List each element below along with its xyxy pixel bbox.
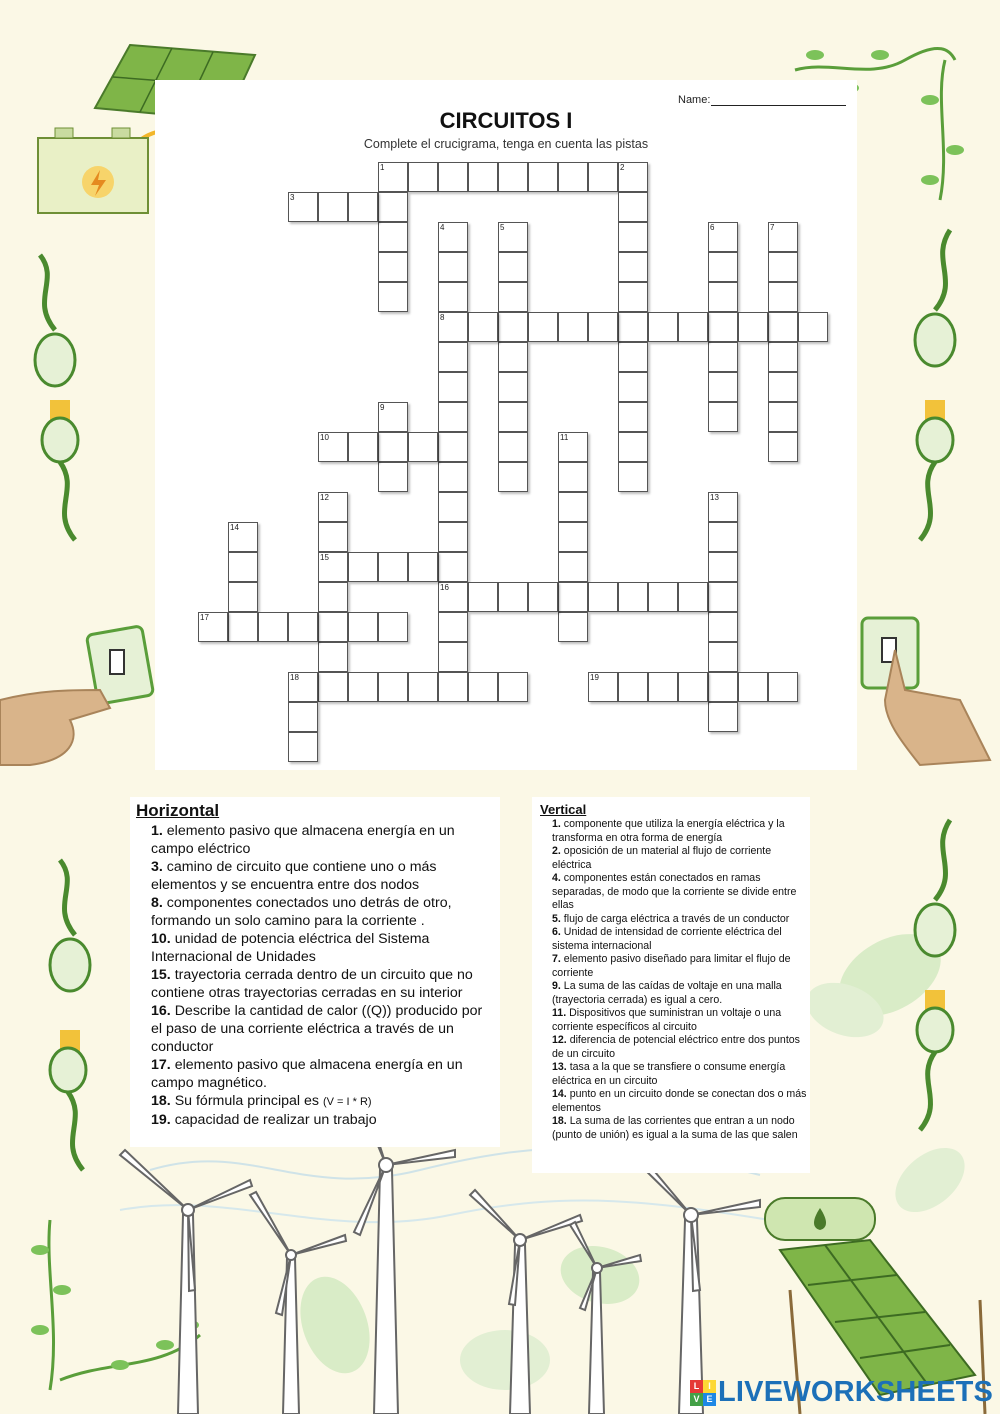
crossword-cell[interactable] (618, 282, 648, 312)
crossword-cell[interactable] (438, 432, 468, 462)
crossword-cell[interactable] (498, 282, 528, 312)
crossword-cell[interactable] (468, 582, 498, 612)
crossword-cell[interactable] (228, 582, 258, 612)
crossword-cell[interactable] (528, 312, 558, 342)
crossword-cell[interactable] (618, 312, 648, 342)
crossword-cell[interactable] (438, 342, 468, 372)
crossword-cell[interactable] (468, 312, 498, 342)
crossword-cell[interactable] (708, 582, 738, 612)
crossword-cell[interactable] (498, 582, 528, 612)
clue-vertical-5: 5. flujo de carga eléctrica a través de un conductor (552, 912, 790, 925)
crossword-cell[interactable] (378, 252, 408, 282)
crossword-cell[interactable] (738, 672, 768, 702)
crossword-cell[interactable] (618, 672, 648, 702)
crossword-cell[interactable] (378, 462, 408, 492)
crossword-cell[interactable] (558, 522, 588, 552)
crossword-cell[interactable] (318, 612, 348, 642)
crossword-cell[interactable] (588, 162, 618, 192)
crossword-cell[interactable] (438, 672, 468, 702)
clue-number-label: 18 (290, 673, 299, 682)
crossword-cell[interactable] (768, 342, 798, 372)
crossword-cell[interactable] (408, 162, 438, 192)
crossword-cell[interactable] (618, 342, 648, 372)
crossword-cell[interactable] (498, 462, 528, 492)
clue-vertical-4: 4. componentes están conectados en ramas separadas, de modo que la corriente se divide entre ellas (552, 872, 797, 911)
crossword-cell[interactable] (558, 312, 588, 342)
crossword-cell[interactable] (708, 312, 738, 342)
vertical-clue-list (532, 818, 810, 1142)
crossword-cell[interactable] (618, 582, 648, 612)
leaf-icon (288, 1267, 382, 1383)
clue-number-label: 14 (230, 523, 239, 532)
clue-vertical-1: 1. componente que utiliza la energía eléctrica y la transforma en otra forma de energía (552, 818, 785, 844)
worksheet-subtitle: Complete el crucigrama, tenga en cuenta las pistas (363, 137, 649, 151)
clue-horizontal-16: 16. Describe la cantidad de calor ((Q)) producido por el paso de una corriente eléctrica a través de un conductor (151, 1003, 483, 1055)
clue-horizontal-19: 19. capacidad de realizar un trabajo (151, 1112, 377, 1128)
clue-vertical-2: 2. oposición de un material al flujo de corriente eléctrica (552, 845, 772, 871)
crossword-cell[interactable] (318, 192, 348, 222)
crossword-cell[interactable] (618, 462, 648, 492)
crossword-cell[interactable] (318, 642, 348, 672)
clue-number-label: 13 (710, 493, 719, 502)
crossword-cell[interactable] (618, 222, 648, 252)
crossword-cell[interactable] (348, 672, 378, 702)
crossword-cell[interactable] (708, 372, 738, 402)
hand-icon (0, 690, 110, 765)
crossword-cell[interactable] (378, 552, 408, 582)
crossword-cell[interactable] (588, 582, 618, 612)
liveworksheets-logo-icon (690, 1380, 716, 1406)
crossword-cell[interactable] (768, 672, 798, 702)
crossword-cell[interactable] (438, 462, 468, 492)
crossword-cell[interactable] (438, 372, 468, 402)
vertical-heading: Vertical (540, 802, 587, 817)
crossword-cell[interactable] (558, 612, 588, 642)
crossword-cell[interactable] (498, 162, 528, 192)
crossword-cell[interactable] (498, 312, 528, 342)
horizontal-heading: Horizontal (136, 801, 220, 820)
clue-vertical-12: 12. diferencia de potencial eléctrico entre dos puntos de un circuito (552, 1034, 800, 1060)
plug-icon (50, 860, 90, 1170)
clue-horizontal-1: 1. elemento pasivo que almacena energía en un campo eléctrico (151, 823, 455, 857)
crossword-cell[interactable] (528, 162, 558, 192)
crossword-cell[interactable] (678, 312, 708, 342)
clue-number-label: 15 (320, 553, 329, 562)
crossword-cell[interactable] (708, 342, 738, 372)
crossword-grid (155, 80, 857, 770)
crossword-cell[interactable] (708, 252, 738, 282)
crossword-cell[interactable] (348, 192, 378, 222)
crossword-cell[interactable] (438, 402, 468, 432)
clue-number-label: 2 (620, 163, 625, 172)
crossword-cell[interactable] (618, 372, 648, 402)
logo-letter: I (703, 1380, 716, 1393)
logo-letter: E (703, 1393, 716, 1406)
crossword-cell[interactable] (348, 552, 378, 582)
crossword-cell[interactable] (708, 402, 738, 432)
crossword-cell[interactable] (438, 282, 468, 312)
crossword-cell[interactable] (768, 282, 798, 312)
crossword-cell[interactable] (378, 282, 408, 312)
liveworksheets-brand (690, 1376, 993, 1409)
crossword-cell[interactable] (438, 252, 468, 282)
crossword-cell[interactable] (228, 552, 258, 582)
crossword-cell[interactable] (558, 162, 588, 192)
crossword-cell[interactable] (648, 312, 678, 342)
clue-number-label: 11 (560, 433, 569, 442)
crossword-cell[interactable] (408, 432, 438, 462)
clue-horizontal-8: 8. componentes conectados uno detrás de otro, formando un solo camino para la corriente . (151, 895, 452, 929)
clue-vertical-13: 13. tasa a la que se transfiere o consume energía eléctrica en un circuito (552, 1061, 786, 1087)
clue-vertical-14: 14. punto en un circuito donde se conectan dos o más elementos (552, 1088, 807, 1114)
clue-number-label: 5 (500, 223, 505, 232)
crossword-cell[interactable] (708, 522, 738, 552)
crossword-cell[interactable] (378, 222, 408, 252)
ohm-formula: (V = I * R) (322, 1096, 372, 1108)
crossword-cell[interactable] (648, 672, 678, 702)
worksheet-title: CIRCUITOS I (439, 108, 573, 133)
crossword-cell[interactable] (288, 612, 318, 642)
crossword-cell[interactable] (348, 612, 378, 642)
logo-letter: V (690, 1393, 703, 1406)
crossword-cell[interactable] (768, 372, 798, 402)
crossword-cell[interactable] (618, 432, 648, 462)
crossword-cell[interactable] (558, 462, 588, 492)
clue-horizontal-3: 3. camino de circuito que contiene uno o más elementos y se encuentra entre dos nodos (151, 859, 437, 893)
crossword-cell[interactable] (408, 552, 438, 582)
crossword-cell[interactable] (768, 252, 798, 282)
name-label: Name: (678, 94, 711, 106)
clue-number-label: 4 (440, 223, 445, 232)
crossword-cell[interactable] (558, 492, 588, 522)
crossword-cell[interactable] (618, 192, 648, 222)
crossword-cell[interactable] (438, 552, 468, 582)
crossword-cell[interactable] (708, 552, 738, 582)
clue-horizontal-18: 18. Su fórmula principal es (V = I * R) (151, 1093, 372, 1109)
brand-name: LIVEWORKSHEETS (718, 1376, 994, 1408)
crossword-cell[interactable] (378, 192, 408, 222)
vertical-clues (532, 797, 810, 1173)
crossword-cell[interactable] (708, 672, 738, 702)
clue-number-label: 16 (440, 583, 449, 592)
crossword-cell[interactable] (798, 312, 828, 342)
plug-icon (915, 230, 955, 540)
crossword-cell[interactable] (528, 582, 558, 612)
clue-number-label: 3 (290, 193, 295, 202)
clue-number-label: 10 (320, 433, 329, 442)
crossword-cell[interactable] (258, 612, 288, 642)
crossword-cell[interactable] (378, 672, 408, 702)
horizontal-clues (130, 797, 500, 1147)
crossword-cell[interactable] (438, 642, 468, 672)
crossword-cell[interactable] (708, 702, 738, 732)
horizontal-clue-list (130, 822, 500, 1129)
crossword-cell[interactable] (468, 672, 498, 702)
crossword-cell[interactable] (378, 612, 408, 642)
crossword-cell[interactable] (588, 312, 618, 342)
crossword-cell[interactable] (228, 612, 258, 642)
crossword-cell[interactable] (558, 552, 588, 582)
crossword-cell[interactable] (408, 672, 438, 702)
crossword-cell[interactable] (438, 522, 468, 552)
crossword-cell[interactable] (768, 402, 798, 432)
crossword-cell[interactable] (708, 612, 738, 642)
clue-horizontal-15: 15. trayectoria cerrada dentro de un circuito que no contiene otras trayectorias cerradas en su interior (151, 967, 473, 1001)
leaf-icon (460, 1330, 550, 1390)
clue-number-label: 12 (320, 493, 329, 502)
plug-icon (35, 255, 78, 540)
crossword-cell[interactable] (768, 432, 798, 462)
clue-number-label: 19 (590, 673, 599, 682)
clue-vertical-18: 18. La suma de las corrientes que entran a un nodo (punto de unión) es igual a la suma de las que salen (552, 1115, 798, 1141)
crossword-cell[interactable] (678, 672, 708, 702)
clue-vertical-7: 7. elemento pasivo diseñado para limitar el flujo de corriente (552, 953, 791, 979)
crossword-cell[interactable] (318, 582, 348, 612)
clue-number-label: 17 (200, 613, 209, 622)
crossword-cell[interactable] (498, 252, 528, 282)
crossword-cell[interactable] (438, 612, 468, 642)
clue-number-label: 8 (440, 313, 445, 322)
crossword-cell[interactable] (708, 282, 738, 312)
crossword-cell[interactable] (438, 162, 468, 192)
clue-vertical-9: 9. La suma de las caídas de voltaje en una malla (trayectoria cerrada) es igual a cero. (552, 980, 782, 1006)
battery-icon (38, 128, 148, 213)
crossword-cell[interactable] (498, 402, 528, 432)
logo-letter: L (690, 1380, 703, 1393)
crossword-cell[interactable] (648, 582, 678, 612)
clue-number-label: 1 (380, 163, 385, 172)
crossword-cell[interactable] (498, 672, 528, 702)
clue-number-label: 9 (380, 403, 385, 412)
crossword-cell[interactable] (498, 432, 528, 462)
crossword-cell[interactable] (558, 582, 588, 612)
crossword-cell[interactable] (288, 702, 318, 732)
crossword-cell[interactable] (468, 162, 498, 192)
crossword-cell[interactable] (438, 492, 468, 522)
clue-number-label: 7 (770, 223, 775, 232)
crossword-cell[interactable] (618, 252, 648, 282)
clue-vertical-11: 11. Dispositivos que suministran un voltaje o una corriente específicos al circuito (552, 1007, 782, 1033)
crossword-sheet (155, 80, 857, 770)
crossword-cell[interactable] (768, 312, 798, 342)
leaf-icon (883, 1135, 976, 1225)
crossword-cell[interactable] (378, 432, 408, 462)
crossword-cell[interactable] (498, 342, 528, 372)
crossword-cell[interactable] (318, 672, 348, 702)
clue-vertical-6: 6. Unidad de intensidad de corriente eléctrica del sistema internacional (552, 926, 782, 952)
crossword-cell[interactable] (708, 642, 738, 672)
crossword-cell[interactable] (738, 312, 768, 342)
crossword-cell[interactable] (288, 732, 318, 762)
crossword-cell[interactable] (318, 522, 348, 552)
crossword-cell[interactable] (618, 402, 648, 432)
crossword-cell[interactable] (348, 432, 378, 462)
crossword-cell[interactable] (498, 372, 528, 402)
clue-horizontal-17: 17. elemento pasivo que almacena energía en un campo magnético. (151, 1057, 463, 1091)
crossword-cell[interactable] (678, 582, 708, 612)
clue-horizontal-10: 10. unidad de potencia eléctrica del Sistema Internacional de Unidades (151, 931, 430, 965)
clue-number-label: 6 (710, 223, 715, 232)
